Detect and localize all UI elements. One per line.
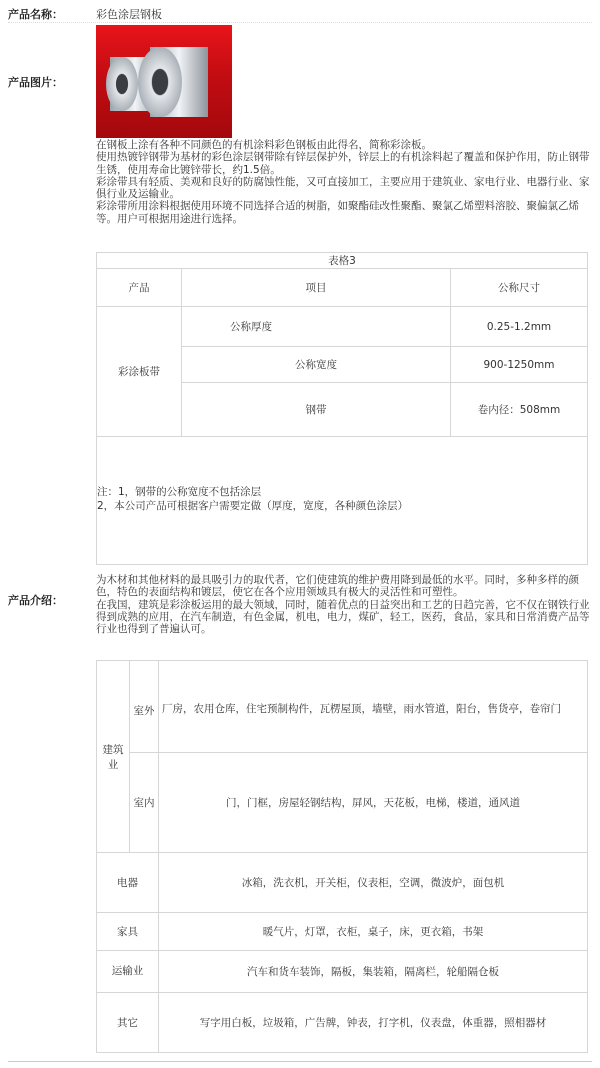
size-cell: 卷内径：508mm bbox=[451, 383, 588, 437]
outdoor-label: 室外 bbox=[130, 677, 159, 753]
table-row bbox=[97, 951, 588, 993]
spec-table bbox=[96, 252, 588, 565]
description-paragraph: 彩涂带具有轻质、美观和良好的防腐蚀性能，又可直接加工，主要应用于建筑业、家电行业、电器行业、家俱行业及运输业。 bbox=[96, 175, 590, 201]
table-row bbox=[97, 993, 588, 1053]
product-name-label: 产品名称： bbox=[8, 8, 63, 21]
size-cell: 900-1250mm bbox=[451, 347, 588, 383]
product-name-value: 彩色涂层钢板 bbox=[96, 8, 162, 21]
table-row bbox=[97, 853, 588, 913]
category-uses: 暖气片，灯罩，衣柜，桌子，床，更衣箱，书架 bbox=[159, 913, 588, 951]
building-label: 建筑业 bbox=[97, 661, 130, 853]
product-description bbox=[96, 139, 596, 225]
category-label: 家具 bbox=[97, 913, 159, 951]
header-item: 项目 bbox=[182, 269, 451, 307]
bottom-divider bbox=[8, 1061, 592, 1062]
item-cell: 公称厚度 bbox=[182, 307, 451, 347]
description-paragraph: 在钢板上涂有各种不同颜色的有机涂料彩色钢板由此得名，简称彩涂板。 bbox=[96, 139, 432, 151]
note-line: 2，本公司产品可根据客户需要定做（厚度，宽度，各种颜色涂层） bbox=[97, 500, 409, 512]
description-paragraph: 彩涂带所用涂料根据使用环境不同选择合适的树脂，如聚酯硅改性聚酯、聚氯乙烯塑料溶胶、聚偏氯乙烯等。用户可根据用途进行选择。 bbox=[96, 200, 579, 225]
header-size: 公称尺寸 bbox=[451, 269, 588, 307]
item-cell: 公称宽度 bbox=[182, 347, 451, 383]
product-intro-label: 产品介绍： bbox=[8, 594, 63, 607]
indoor-uses: 门，门框，房屋轻钢结构，屏风，天花板，电梯，楼道，通风道 bbox=[159, 753, 588, 853]
product-intro bbox=[96, 574, 596, 635]
table-row bbox=[97, 677, 588, 753]
intro-paragraph: 在我国，建筑是彩涂板运用的最大领域，同时，随着优点的日益突出和工艺的日趋完善，它不仅在钢铁行业得到成熟的应用，在汽车制造，有色金属，机电，电力，煤矿，轻工，医药，食品，家具和日常消费产品等行业也得到了普遍认可。 bbox=[96, 598, 590, 636]
category-uses: 写字用白板，垃圾箱，广告牌，钟表，打字机，仪表盘，体重器，照相器材 bbox=[159, 993, 588, 1053]
product-photo bbox=[96, 25, 232, 138]
steel-coil-image bbox=[96, 25, 232, 138]
intro-paragraph: 为木材和其他材料的最具吸引力的取代者，它们使建筑的维护费用降到最低的水平。同时，多种多样的颜色，特色的表面结构和镀层，使它在各个应用领域具有极大的灵活性和可塑性。 bbox=[96, 574, 579, 599]
table-row bbox=[97, 307, 588, 347]
product-cell: 彩涂板带 bbox=[97, 307, 182, 437]
table-row bbox=[97, 753, 588, 853]
note-line: 注：1，钢带的公称宽度不包括涂层 bbox=[97, 486, 262, 498]
category-label: 运输业 bbox=[97, 951, 159, 993]
product-image-label: 产品图片： bbox=[8, 76, 63, 89]
size-cell: 0.25-1.2mm bbox=[451, 307, 588, 347]
outdoor-uses: 厂房，农用仓库，住宅预制构件，瓦楞屋顶，墙壁，雨水管道，阳台，售货亭，卷帘门 bbox=[159, 677, 588, 753]
table-notes bbox=[97, 437, 588, 565]
description-paragraph: 使用热镀锌钢带为基材的彩色涂层钢带除有锌层保护外，锌层上的有机涂料起了覆盖和保护作用，防止钢带生锈，使用寿命比镀锌带长，约1.5倍。 bbox=[96, 151, 590, 176]
header-product: 产品 bbox=[97, 269, 182, 307]
table-caption: 表格3 bbox=[97, 253, 588, 269]
item-cell: 钢带 bbox=[182, 383, 451, 437]
category-uses: 汽车和货车装饰，隔板，集装箱，隔离栏，轮船隔仓板 bbox=[159, 951, 588, 993]
category-label: 电器 bbox=[97, 853, 159, 913]
category-uses: 冰箱，洗衣机，开关柜，仪表柜，空调，微波炉，面包机 bbox=[159, 853, 588, 913]
applications-table bbox=[96, 660, 588, 1053]
indoor-label: 室内 bbox=[130, 753, 159, 853]
table-row bbox=[97, 913, 588, 951]
category-label: 其它 bbox=[97, 993, 159, 1053]
divider bbox=[8, 22, 592, 23]
